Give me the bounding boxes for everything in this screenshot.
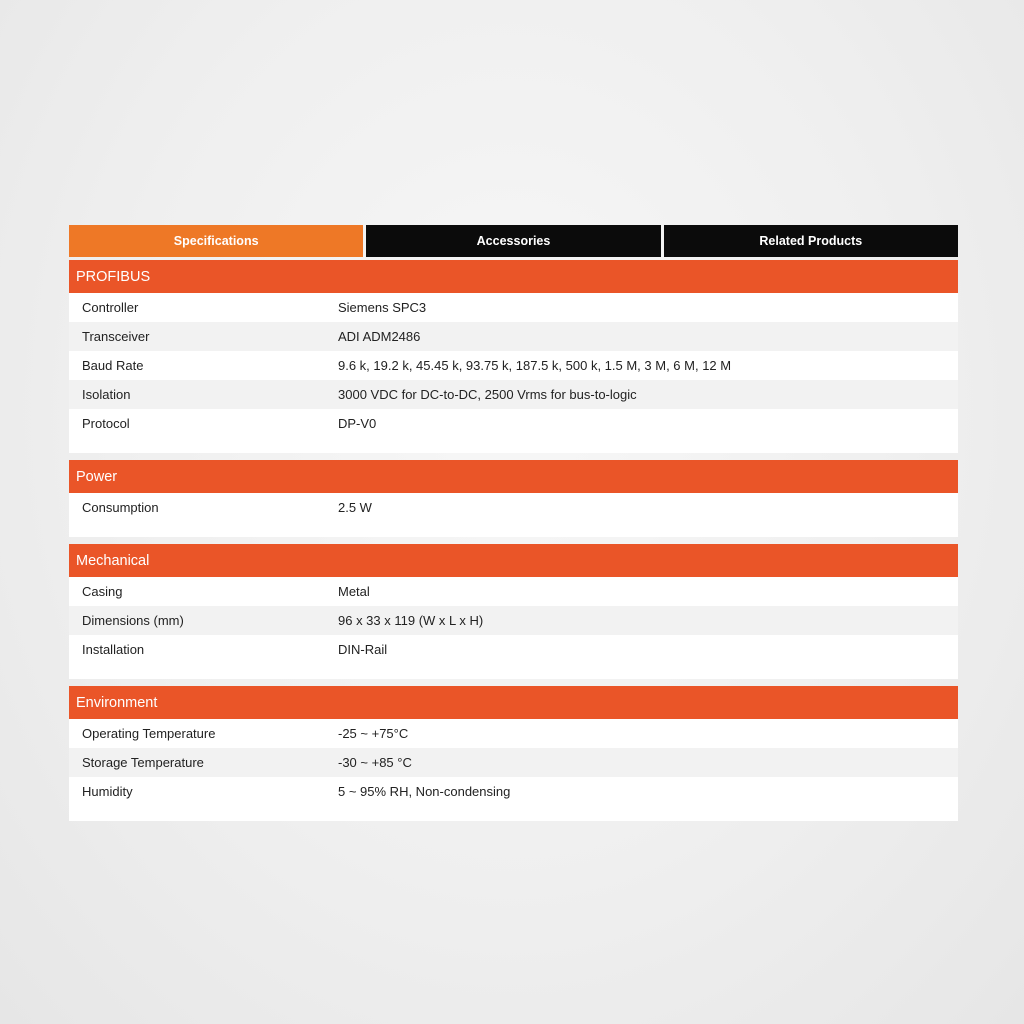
spec-label: Protocol: [82, 416, 130, 431]
spec-value: DP-V0: [338, 416, 377, 431]
spec-value: 3000 VDC for DC-to-DC, 2500 Vrms for bus-to-logic: [338, 387, 637, 402]
spec-label: Baud Rate: [82, 358, 144, 373]
spec-value: Metal: [338, 584, 370, 599]
section-header: Environment: [69, 686, 958, 719]
section-power: [69, 460, 958, 537]
spec-panel: [69, 225, 958, 821]
section-header: PROFIBUS: [69, 260, 958, 293]
spec-label: Casing: [82, 584, 123, 599]
spec-value: 5 ~ 95% RH, Non-condensing: [338, 784, 511, 799]
spec-label: Operating Temperature: [82, 726, 216, 741]
spec-label: Consumption: [82, 500, 159, 515]
spec-value: 96 x 33 x 119 (W x L x H): [338, 613, 484, 628]
spec-row: [69, 293, 958, 322]
spec-label: Installation: [82, 642, 145, 657]
spec-value: -30 ~ +85 °C: [338, 755, 412, 770]
spec-label: Humidity: [82, 784, 133, 799]
tab-specifications[interactable]: Specifications: [69, 225, 363, 257]
spec-value: ADI ADM2486: [338, 329, 421, 344]
spec-row: [69, 380, 958, 409]
spec-row: [69, 777, 958, 806]
section-environment: [69, 686, 958, 821]
spec-row: [69, 351, 958, 380]
spec-row: [69, 719, 958, 748]
section-gap: [69, 537, 958, 544]
spec-label: Dimensions (mm): [82, 613, 184, 628]
spec-label: Storage Temperature: [82, 755, 204, 770]
spec-row: [69, 606, 958, 635]
spec-row: [69, 322, 958, 351]
spec-value: 2.5 W: [338, 500, 372, 515]
tab-accessories[interactable]: Accessories: [366, 225, 660, 257]
section-gap: [69, 453, 958, 460]
spec-label: Transceiver: [82, 329, 150, 344]
section-mechanical: [69, 544, 958, 679]
spec-row: [69, 577, 958, 606]
section-header: Power: [69, 460, 958, 493]
tab-bar: [69, 225, 958, 257]
tab-related-products[interactable]: Related Products: [664, 225, 958, 257]
spec-row: [69, 409, 958, 438]
spec-value: 9.6 k, 19.2 k, 45.45 k, 93.75 k, 187.5 k, 500 k, 1.5 M, 3 M, 6 M, 12 M: [338, 358, 732, 373]
section-profibus: [69, 260, 958, 453]
spec-value: -25 ~ +75°C: [338, 726, 409, 741]
section-gap: [69, 679, 958, 686]
spec-label: Controller: [82, 300, 139, 315]
spec-row: [69, 748, 958, 777]
spec-label: Isolation: [82, 387, 131, 402]
spec-value: DIN-Rail: [338, 642, 388, 657]
spec-row: [69, 635, 958, 664]
section-header: Mechanical: [69, 544, 958, 577]
spec-value: Siemens SPC3: [338, 300, 427, 315]
spec-row: [69, 493, 958, 522]
